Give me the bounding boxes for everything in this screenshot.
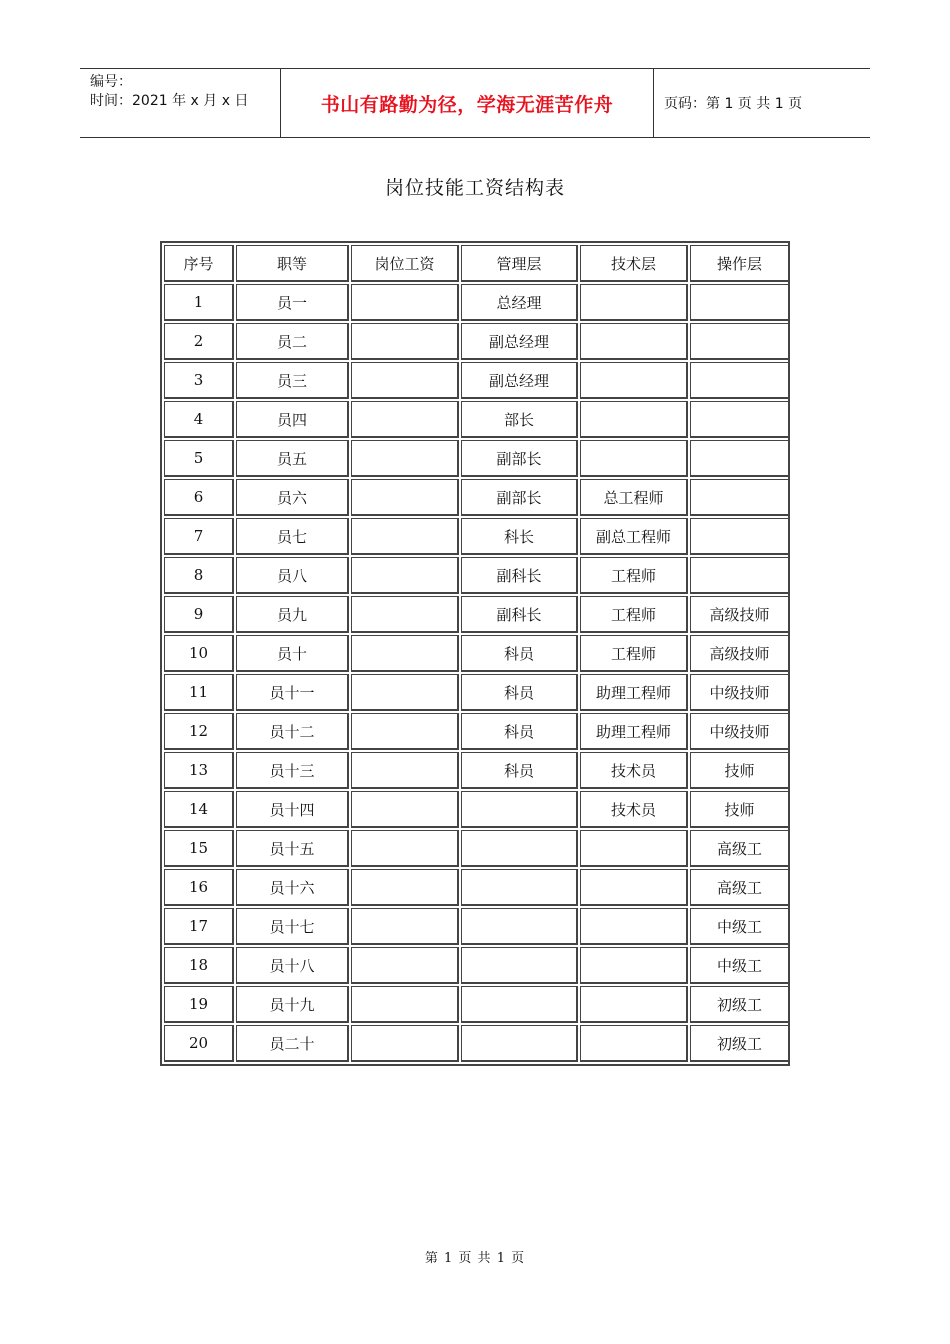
cell-management: 科员 <box>461 752 578 789</box>
cell-grade: 员十七 <box>236 908 349 945</box>
motto-text: 书山有路勤为径，学海无涯苦作舟 <box>320 93 614 116</box>
cell-grade: 员三 <box>236 362 349 399</box>
cell-index: 15 <box>164 830 234 867</box>
cell-index: 8 <box>164 557 234 594</box>
cell-technical: 副总工程师 <box>580 518 688 555</box>
cell-operation: 技师 <box>690 752 790 789</box>
cell-post-wage <box>351 713 459 750</box>
column-header-technical: 技术层 <box>580 245 688 282</box>
cell-technical <box>580 986 688 1023</box>
cell-management <box>461 947 578 984</box>
cell-operation: 初级工 <box>690 986 790 1023</box>
table-row <box>164 596 790 633</box>
cell-post-wage <box>351 284 459 321</box>
cell-grade: 员十五 <box>236 830 349 867</box>
table-row <box>164 986 790 1023</box>
cell-post-wage <box>351 986 459 1023</box>
cell-operation: 中级工 <box>690 908 790 945</box>
cell-grade: 员十 <box>236 635 349 672</box>
cell-post-wage <box>351 479 459 516</box>
table-row <box>164 479 790 516</box>
cell-operation <box>690 362 790 399</box>
cell-index: 19 <box>164 986 234 1023</box>
cell-post-wage <box>351 635 459 672</box>
header-meta <box>80 69 281 137</box>
page-title: 岗位技能工资结构表 <box>384 177 565 199</box>
cell-grade: 员七 <box>236 518 349 555</box>
cell-grade: 员二 <box>236 323 349 360</box>
table-row <box>164 752 790 789</box>
table-row <box>164 713 790 750</box>
cell-technical <box>580 869 688 906</box>
cell-operation <box>690 323 790 360</box>
cell-management: 副科长 <box>461 557 578 594</box>
cell-grade: 员五 <box>236 440 349 477</box>
cell-management: 科员 <box>461 635 578 672</box>
cell-grade: 员十四 <box>236 791 349 828</box>
cell-post-wage <box>351 830 459 867</box>
cell-grade: 员十二 <box>236 713 349 750</box>
cell-technical: 总工程师 <box>580 479 688 516</box>
table-row <box>164 557 790 594</box>
cell-index: 10 <box>164 635 234 672</box>
cell-operation: 中级技师 <box>690 674 790 711</box>
table-row <box>164 947 790 984</box>
cell-technical <box>580 1025 688 1062</box>
table-row <box>164 869 790 906</box>
cell-technical <box>580 401 688 438</box>
cell-management: 副总经理 <box>461 362 578 399</box>
cell-operation: 高级工 <box>690 830 790 867</box>
cell-technical: 技术员 <box>580 791 688 828</box>
cell-technical <box>580 362 688 399</box>
cell-technical: 助理工程师 <box>580 674 688 711</box>
table-row <box>164 401 790 438</box>
cell-post-wage <box>351 791 459 828</box>
cell-management: 部长 <box>461 401 578 438</box>
cell-grade: 员十三 <box>236 752 349 789</box>
cell-operation <box>690 284 790 321</box>
cell-operation <box>690 401 790 438</box>
header-page-info <box>654 69 870 137</box>
cell-operation <box>690 440 790 477</box>
cell-grade: 员八 <box>236 557 349 594</box>
wage-structure-table <box>162 243 792 1064</box>
table-row <box>164 440 790 477</box>
cell-technical <box>580 323 688 360</box>
cell-operation: 初级工 <box>690 1025 790 1062</box>
cell-post-wage <box>351 869 459 906</box>
cell-post-wage <box>351 908 459 945</box>
cell-post-wage <box>351 362 459 399</box>
cell-technical <box>580 284 688 321</box>
table-row <box>164 518 790 555</box>
table-row <box>164 674 790 711</box>
cell-management: 科长 <box>461 518 578 555</box>
table-row <box>164 830 790 867</box>
document-date: 时间：2021 年 x 月 x 日 <box>90 93 249 109</box>
cell-operation: 中级技师 <box>690 713 790 750</box>
cell-post-wage <box>351 947 459 984</box>
cell-index: 17 <box>164 908 234 945</box>
table-row <box>164 323 790 360</box>
column-header-operation: 操作层 <box>690 245 790 282</box>
table-row <box>164 908 790 945</box>
cell-index: 5 <box>164 440 234 477</box>
cell-index: 20 <box>164 1025 234 1062</box>
cell-grade: 员十六 <box>236 869 349 906</box>
cell-management <box>461 986 578 1023</box>
cell-management <box>461 869 578 906</box>
column-header-management: 管理层 <box>461 245 578 282</box>
cell-index: 2 <box>164 323 234 360</box>
page-footer: 第 1 页 共 1 页 <box>424 1251 526 1266</box>
cell-index: 14 <box>164 791 234 828</box>
cell-technical: 助理工程师 <box>580 713 688 750</box>
column-header-grade: 职等 <box>236 245 349 282</box>
cell-management: 科员 <box>461 674 578 711</box>
cell-index: 16 <box>164 869 234 906</box>
page-info-text: 页码：第 1 页 共 1 页 <box>664 96 803 112</box>
cell-grade: 员九 <box>236 596 349 633</box>
cell-operation: 高级工 <box>690 869 790 906</box>
cell-management: 科员 <box>461 713 578 750</box>
cell-post-wage <box>351 557 459 594</box>
cell-management <box>461 1025 578 1062</box>
table-row <box>164 284 790 321</box>
cell-technical <box>580 440 688 477</box>
cell-post-wage <box>351 401 459 438</box>
cell-post-wage <box>351 440 459 477</box>
cell-technical <box>580 947 688 984</box>
cell-technical: 工程师 <box>580 635 688 672</box>
cell-index: 3 <box>164 362 234 399</box>
cell-index: 9 <box>164 596 234 633</box>
table-row <box>164 1025 790 1062</box>
cell-management: 副总经理 <box>461 323 578 360</box>
cell-grade: 员一 <box>236 284 349 321</box>
cell-management <box>461 830 578 867</box>
cell-post-wage <box>351 752 459 789</box>
cell-index: 4 <box>164 401 234 438</box>
cell-management: 副部长 <box>461 440 578 477</box>
cell-grade: 员六 <box>236 479 349 516</box>
table-row <box>164 362 790 399</box>
document-number-label: 编号： <box>90 74 132 90</box>
cell-post-wage <box>351 518 459 555</box>
table-row <box>164 635 790 672</box>
cell-grade: 员十八 <box>236 947 349 984</box>
cell-management: 副部长 <box>461 479 578 516</box>
cell-operation: 中级工 <box>690 947 790 984</box>
cell-management <box>461 791 578 828</box>
cell-technical <box>580 830 688 867</box>
cell-index: 7 <box>164 518 234 555</box>
cell-management: 副科长 <box>461 596 578 633</box>
cell-operation: 技师 <box>690 791 790 828</box>
cell-management <box>461 908 578 945</box>
cell-operation <box>690 557 790 594</box>
cell-index: 11 <box>164 674 234 711</box>
cell-grade: 员十九 <box>236 986 349 1023</box>
cell-index: 18 <box>164 947 234 984</box>
cell-post-wage <box>351 323 459 360</box>
cell-grade: 员二十 <box>236 1025 349 1062</box>
table-header-row <box>164 245 790 282</box>
cell-operation: 高级技师 <box>690 596 790 633</box>
cell-technical: 工程师 <box>580 557 688 594</box>
cell-operation <box>690 479 790 516</box>
table-row <box>164 791 790 828</box>
cell-index: 13 <box>164 752 234 789</box>
cell-index: 1 <box>164 284 234 321</box>
cell-index: 12 <box>164 713 234 750</box>
cell-management: 总经理 <box>461 284 578 321</box>
cell-operation <box>690 518 790 555</box>
table-body <box>164 284 790 1062</box>
document-header <box>80 68 870 138</box>
cell-technical: 技术员 <box>580 752 688 789</box>
cell-post-wage <box>351 1025 459 1062</box>
cell-technical: 工程师 <box>580 596 688 633</box>
cell-post-wage <box>351 674 459 711</box>
header-motto-cell <box>281 69 654 137</box>
column-header-index: 序号 <box>164 245 234 282</box>
cell-index: 6 <box>164 479 234 516</box>
wage-structure-table-frame <box>160 241 790 1066</box>
column-header-post-wage: 岗位工资 <box>351 245 459 282</box>
cell-post-wage <box>351 596 459 633</box>
cell-operation: 高级技师 <box>690 635 790 672</box>
cell-technical <box>580 908 688 945</box>
cell-grade: 员四 <box>236 401 349 438</box>
cell-grade: 员十一 <box>236 674 349 711</box>
